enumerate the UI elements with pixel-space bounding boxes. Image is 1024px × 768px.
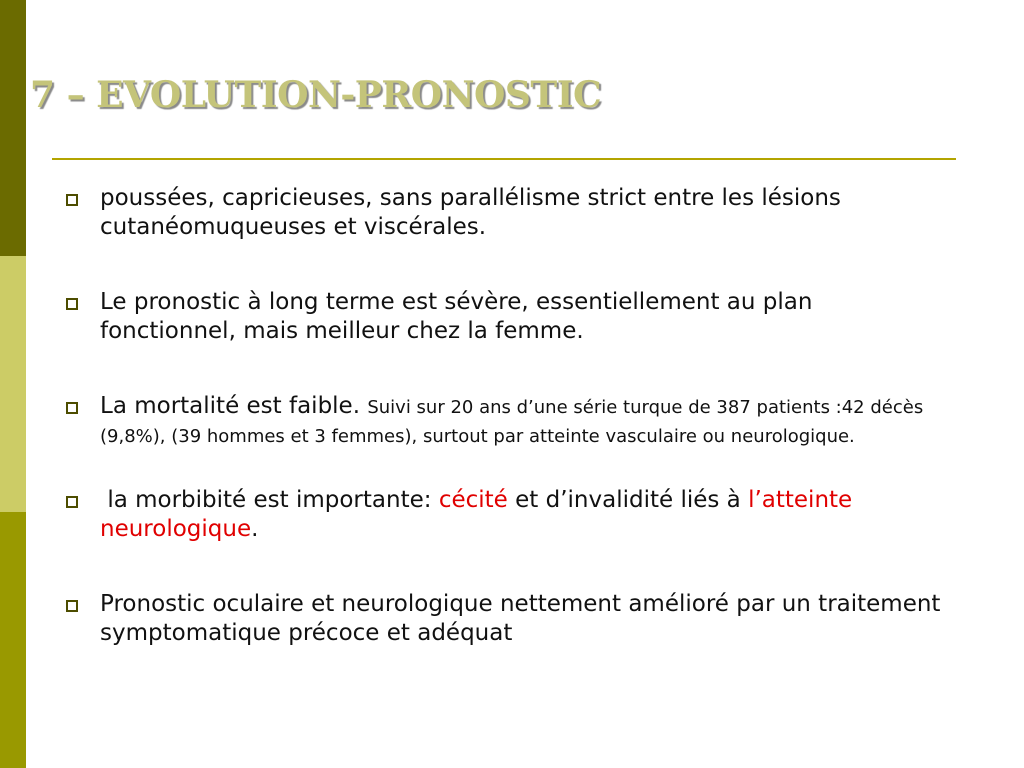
bullet-period: . [251,516,259,542]
left-bar-middle [0,256,26,512]
hollow-square-icon [66,298,78,310]
hollow-square-icon [66,600,78,612]
slide-title: 7 – EVOLUTION-PRONOSTIC [30,74,602,116]
highlight-text-cecite: cécité [438,487,508,513]
left-bar-bottom [0,512,26,768]
bullet-item [66,590,946,648]
bullet-list [66,184,946,648]
hollow-square-icon [66,496,78,508]
bullet-text: la morbibité est importante: [107,487,432,513]
bullet-text: Le pronostic à long terme est sévère, essentiellement au plan fonctionnel, mais meilleur chez la femme. [100,289,813,344]
left-bar-top [0,0,26,256]
hollow-square-icon [66,194,78,206]
bullet-text: poussées, capricieuses, sans parallélisme strict entre les lésions cutanéomuqueuses et viscérales. [100,185,841,240]
bullet-item [66,486,946,544]
bullet-item [66,392,946,450]
bullet-text: et d’invalidité liés à [515,487,741,513]
bullet-item [66,288,946,346]
title-divider [52,158,956,160]
hollow-square-icon [66,402,78,414]
bullet-item [66,184,946,242]
bullet-detail-text: Suivi sur 20 ans d’une série turque de 387 patients :42 décès (9,8%), (39 hommes et 3 femmes), surtout par atteinte vasculaire ou neurologique. [100,397,924,447]
bullet-main-text: La mortalité est faible. [100,393,361,419]
bullet-text: Pronostic oculaire et neurologique nettement amélioré par un traitement symptomatique précoce et adéquat [100,591,941,646]
highlight-text-neurologique: l’atteinte neurologique [100,487,853,542]
